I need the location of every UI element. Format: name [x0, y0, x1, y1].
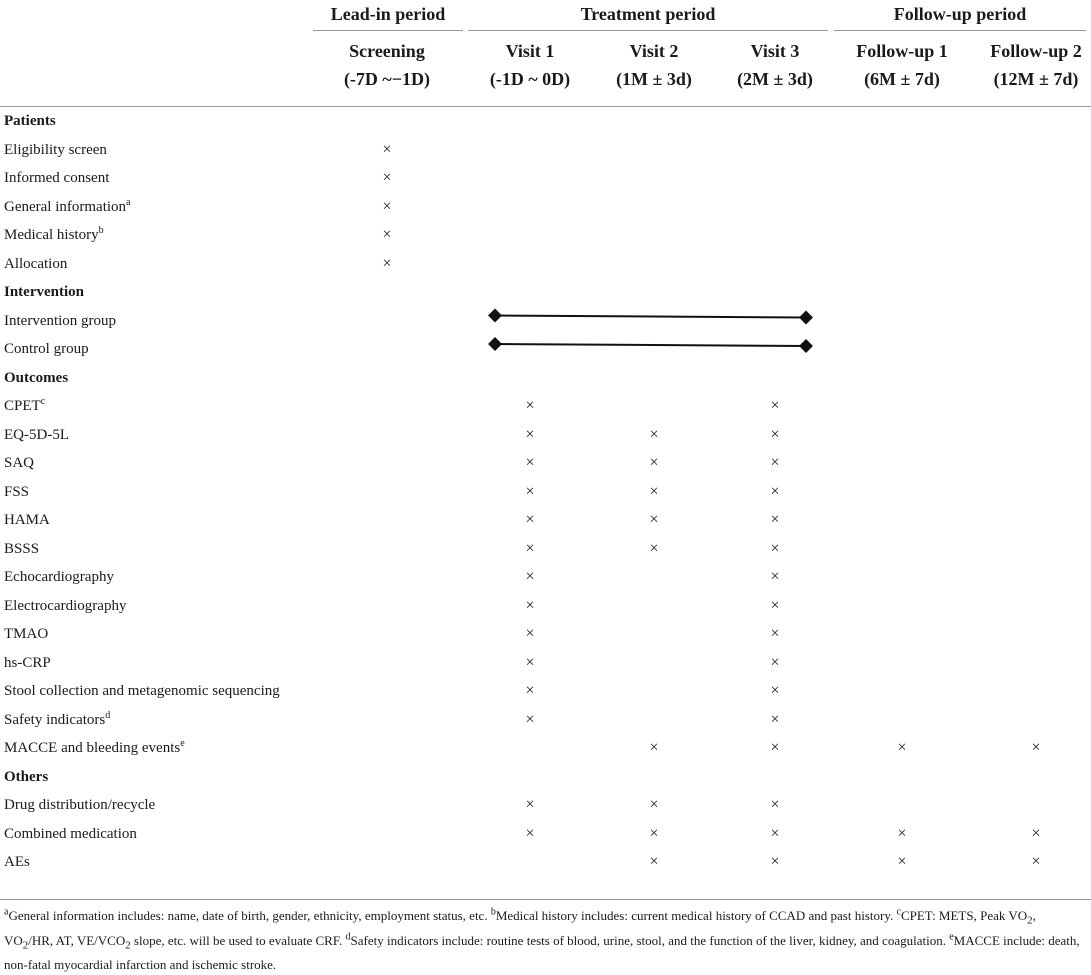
cross-mark-icon: × — [770, 539, 780, 557]
row-label — [4, 255, 67, 273]
cross-mark-icon: × — [525, 796, 535, 813]
row-label-text: Outcomes — [4, 369, 69, 386]
footnote-c-sub3: 2 — [125, 939, 131, 952]
period-lead-in: Lead-in period — [330, 4, 446, 24]
cross-mark-icon: × — [382, 197, 392, 215]
row-label-text: Intervention — [4, 284, 84, 300]
cross-mark-icon: × — [525, 482, 535, 500]
cross-mark-icon: × — [525, 539, 535, 557]
row-label-text: CPET — [4, 398, 41, 414]
cross-mark-icon: × — [770, 511, 780, 528]
cross-mark-icon: × — [770, 710, 780, 728]
footnote-c-marker: c — [896, 906, 901, 918]
footnote-e-marker: e — [949, 931, 954, 943]
duration-line — [495, 344, 806, 346]
column-window-4: (2M ± 3d) — [737, 69, 813, 89]
footnote-d: Safety indicators include: routine tests of blood, urine, stool, and the function of the liver, kidney, and coagulation. — [350, 932, 950, 948]
cross-mark-icon: × — [649, 539, 659, 557]
duration-start-diamond-icon — [488, 309, 502, 323]
row-label-text: Safety indicators — [4, 711, 106, 728]
row-label-text: BSSS — [4, 540, 40, 557]
cross-mark-icon: × — [525, 454, 535, 471]
cross-mark-icon: × — [770, 739, 780, 756]
section-heading — [4, 112, 56, 130]
table-bottom-rule — [0, 899, 1091, 900]
footnote-marker: c — [40, 396, 46, 407]
row-label-text: Eligibility screen — [4, 141, 107, 158]
cross-mark-icon: × — [770, 425, 780, 443]
row-label-text: Echocardiography — [4, 569, 114, 585]
cross-mark-icon: × — [770, 682, 780, 699]
footnote-marker: e — [180, 738, 185, 749]
cross-mark-icon: × — [649, 454, 659, 471]
footnote-c-part2: , VO — [4, 908, 1036, 948]
footnote-e: MACCE include: death, non-fatal myocardial infarction and ischemic stroke. — [4, 932, 1080, 973]
row-label — [4, 198, 131, 216]
cross-mark-icon: × — [649, 739, 659, 756]
section-heading — [4, 768, 48, 786]
row-label — [4, 654, 51, 672]
period-treatment: Treatment period — [580, 4, 716, 24]
row-label — [4, 226, 104, 244]
cross-mark-icon: × — [649, 425, 659, 443]
footnote-c-sub1: 2 — [1027, 914, 1033, 927]
row-label-text: Others — [4, 768, 49, 785]
cross-mark-icon: × — [770, 482, 780, 500]
cross-mark-icon: × — [649, 482, 659, 500]
row-label — [4, 825, 137, 843]
row-label — [4, 312, 116, 330]
column-window-2: (-1D ~ 0D) — [489, 69, 571, 89]
row-label — [4, 739, 185, 757]
row-label — [4, 853, 30, 871]
cross-mark-icon: × — [649, 796, 659, 813]
cross-mark-icon: × — [525, 625, 535, 642]
row-label-text: Control group — [4, 341, 89, 357]
cross-mark-icon: × — [525, 710, 535, 728]
cross-mark-icon: × — [525, 682, 535, 699]
cross-mark-icon: × — [382, 254, 392, 272]
footnote-marker: d — [105, 709, 111, 721]
row-label — [4, 511, 50, 529]
row-label — [4, 597, 126, 615]
section-heading — [4, 283, 84, 301]
row-label-text: Combined medication — [4, 825, 137, 842]
row-label-text: Patients — [4, 113, 56, 129]
row-label-text: Stool collection and metagenomic sequencing — [4, 683, 280, 699]
footnotes — [4, 906, 1086, 975]
footnote-c-sub2: 2 — [22, 939, 29, 952]
row-label — [4, 483, 29, 501]
column-header-6: Follow-up 2 — [990, 41, 1082, 61]
row-label — [4, 682, 280, 700]
footnote-c-part4: slope, etc. will be used to evaluate CRF. — [130, 932, 346, 948]
row-label-text: Allocation — [4, 255, 68, 272]
row-label-text: Intervention group — [4, 312, 117, 329]
cross-mark-icon: × — [770, 454, 780, 471]
cross-mark-icon: × — [770, 824, 780, 842]
duration-start-diamond-icon — [488, 337, 502, 351]
cross-mark-icon: × — [525, 824, 535, 842]
row-label-text: Drug distribution/recycle — [4, 797, 156, 813]
cross-mark-icon: × — [1031, 739, 1041, 756]
cross-mark-icon: × — [770, 397, 780, 414]
cross-mark-icon: × — [525, 425, 535, 443]
cross-mark-icon: × — [525, 653, 535, 671]
cross-mark-icon: × — [1031, 824, 1041, 842]
footnote-marker: a — [126, 196, 131, 208]
column-window-3: (1M ± 3d) — [616, 69, 692, 89]
cross-mark-icon: × — [649, 824, 659, 842]
row-label-text: AEs — [4, 854, 30, 870]
cross-mark-icon: × — [649, 853, 659, 870]
column-header-4: Visit 3 — [750, 41, 800, 61]
duration-line — [495, 316, 806, 318]
cross-mark-icon: × — [525, 596, 535, 614]
cross-mark-icon: × — [382, 140, 392, 158]
column-window-5: (6M ± 7d) — [864, 69, 940, 89]
cross-mark-icon: × — [525, 511, 535, 528]
row-label — [4, 454, 34, 472]
cross-mark-icon: × — [770, 796, 780, 813]
column-header-2: Visit 1 — [505, 41, 555, 61]
cross-mark-icon: × — [525, 397, 535, 414]
column-header-3: Visit 2 — [629, 41, 679, 61]
footnote-b: Medical history includes: current medical history of CCAD and past history. — [495, 908, 897, 923]
row-label — [4, 169, 109, 187]
footnote-a: General information includes: name, date of birth, gender, ethnicity, employment status, etc. — [8, 908, 491, 923]
cross-mark-icon: × — [525, 568, 535, 585]
row-label — [4, 711, 110, 729]
cross-mark-icon: × — [382, 169, 392, 186]
row-label-text: MACCE and bleeding events — [4, 740, 181, 756]
duration-end-diamond-icon — [799, 339, 813, 353]
cross-mark-icon: × — [770, 568, 780, 585]
footnote-b-marker: b — [490, 906, 496, 918]
cross-mark-icon: × — [897, 739, 907, 756]
row-label-text: SAQ — [4, 455, 35, 471]
cross-mark-icon: × — [382, 226, 392, 243]
row-label-text: hs-CRP — [4, 654, 51, 671]
row-label — [4, 340, 89, 358]
row-label — [4, 796, 155, 814]
row-label — [4, 625, 48, 643]
column-header-1: Screening — [349, 41, 425, 61]
column-window-1: (-7D ~−1D) — [343, 69, 431, 89]
cross-mark-icon: × — [770, 596, 780, 614]
column-window-6: (12M ± 7d) — [993, 69, 1079, 89]
row-label-text: FSS — [4, 483, 30, 500]
footnote-a-marker: a — [4, 906, 9, 918]
footnote-c-part1: CPET: METS, Peak VO — [900, 908, 1028, 923]
row-label-text: HAMA — [4, 512, 50, 528]
row-label — [4, 568, 114, 586]
footnote-d-marker: d — [345, 931, 351, 943]
row-label — [4, 540, 39, 558]
cross-mark-icon: × — [649, 511, 659, 528]
cross-mark-icon: × — [770, 853, 780, 870]
footnote-c-part3: /HR, AT, VE/VCO — [28, 932, 126, 948]
row-label-text: General information — [4, 198, 127, 215]
section-heading — [4, 369, 68, 387]
cross-mark-icon: × — [897, 824, 907, 842]
row-label-text: EQ-5D-5L — [4, 426, 69, 443]
row-label-text: TMAO — [4, 626, 49, 642]
column-header-5: Follow-up 1 — [856, 41, 948, 61]
footnote-marker: b — [98, 225, 104, 236]
row-label — [4, 426, 69, 444]
row-label-text: Electrocardiography — [4, 597, 127, 614]
cross-mark-icon: × — [1031, 853, 1041, 870]
row-label-text: Medical history — [4, 227, 99, 243]
cross-mark-icon: × — [897, 853, 907, 870]
cross-mark-icon: × — [770, 653, 780, 671]
row-label — [4, 397, 45, 415]
period-follow-up: Follow-up period — [893, 4, 1027, 24]
cross-mark-icon: × — [770, 625, 780, 642]
row-label — [4, 141, 107, 159]
row-label-text: Informed consent — [4, 170, 110, 186]
duration-end-diamond-icon — [799, 311, 813, 325]
